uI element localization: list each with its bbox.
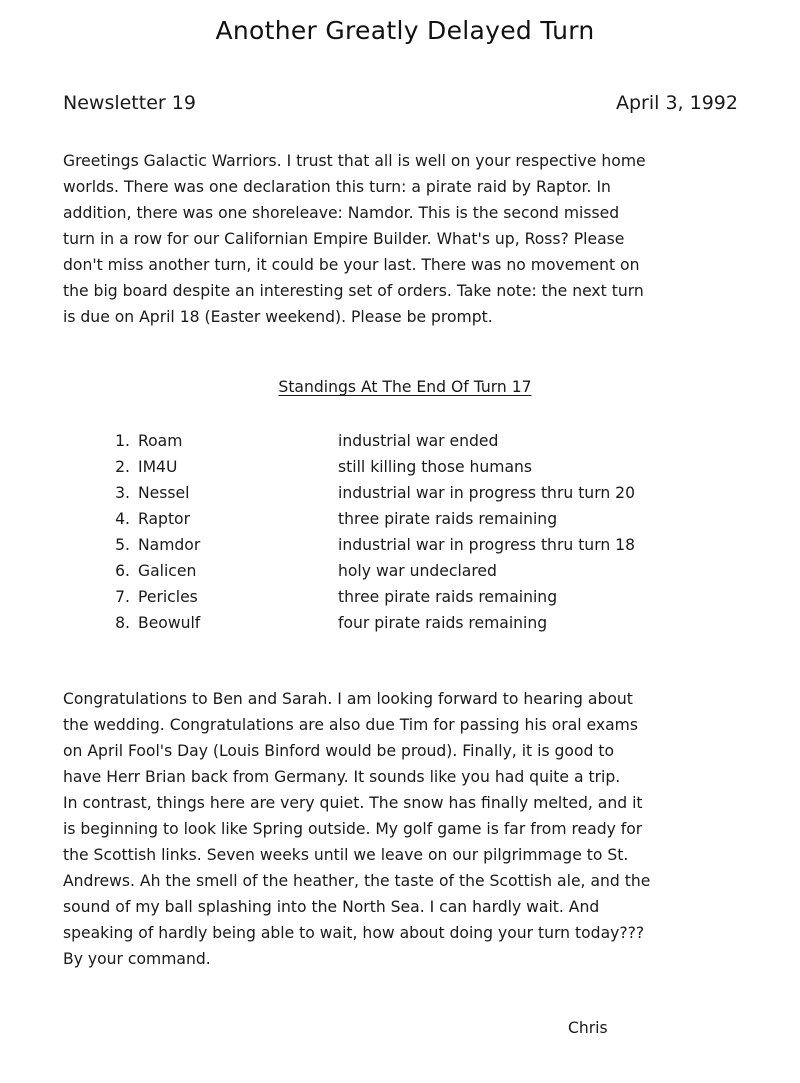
intro-line: is due on April 18 (Easter weekend). Please be prompt.	[63, 308, 493, 326]
standings-list	[104, 428, 724, 636]
closing-line: Andrews. Ah the smell of the heather, the taste of the Scottish ale, and the	[63, 872, 651, 890]
standings-status: still killing those humans	[338, 458, 533, 476]
standings-empire: Pericles	[138, 588, 198, 606]
closing-line: the wedding. Congratulations are also due Tim for passing his oral exams	[63, 716, 638, 734]
standings-row	[104, 480, 724, 506]
closing-line: is beginning to look like Spring outside. My golf game is far from ready for	[63, 820, 643, 838]
standings-row	[104, 610, 724, 636]
closing-line: By your command.	[63, 950, 211, 968]
standings-row	[104, 558, 724, 584]
standings-rank: 8.	[115, 614, 130, 632]
standings-empire: Nessel	[138, 484, 190, 502]
closing-line: Congratulations to Ben and Sarah. I am looking forward to hearing about	[63, 690, 633, 708]
closing-line: sound of my ball splashing into the North Sea. I can hardly wait. And	[63, 898, 600, 916]
standings-rank: 5.	[115, 536, 130, 554]
standings-status: holy war undeclared	[338, 562, 497, 580]
standings-status: three pirate raids remaining	[338, 588, 558, 606]
standings-row	[104, 532, 724, 558]
intro-line: worlds. There was one declaration this turn: a pirate raid by Raptor. In	[63, 178, 611, 196]
standings-empire: Roam	[138, 432, 183, 450]
intro-line: Greetings Galactic Warriors. I trust that all is well on your respective home	[63, 152, 646, 170]
standings-rank: 6.	[115, 562, 130, 580]
newsletter-date: April 3, 1992	[616, 92, 738, 114]
closing-line: on April Fool's Day (Louis Binford would be proud). Finally, it is good to	[63, 742, 615, 760]
closing-line: speaking of hardly being able to wait, how about doing your turn today???	[63, 924, 645, 942]
standings-rank: 2.	[115, 458, 130, 476]
closing-line: the Scottish links. Seven weeks until we leave on our pilgrimmage to St.	[63, 846, 629, 864]
standings-empire: Namdor	[138, 536, 201, 554]
standings-row	[104, 428, 724, 454]
standings-rank: 4.	[115, 510, 130, 528]
standings-title: Standings At The End Of Turn 17	[278, 378, 532, 396]
newsletter-number: Newsletter 19	[63, 92, 196, 114]
standings-row	[104, 454, 724, 480]
standings-status: industrial war ended	[338, 432, 499, 450]
standings-row	[104, 584, 724, 610]
intro-line: turn in a row for our Californian Empire Builder. What's up, Ross? Please	[63, 230, 625, 248]
standings-empire: Raptor	[138, 510, 191, 528]
standings-empire: IM4U	[138, 458, 178, 476]
intro-paragraph	[63, 148, 753, 330]
intro-line: addition, there was one shoreleave: Namdor. This is the second missed	[63, 204, 620, 222]
closing-paragraph	[63, 686, 753, 972]
closing-line: In contrast, things here are very quiet. The snow has finally melted, and it	[63, 794, 643, 812]
standings-status: industrial war in progress thru turn 18	[338, 536, 636, 554]
standings-rank: 3.	[115, 484, 130, 502]
standings-row	[104, 506, 724, 532]
standings-rank: 1.	[115, 432, 130, 450]
intro-line: don't miss another turn, it could be your last. There was no movement on	[63, 256, 640, 274]
standings-status: industrial war in progress thru turn 20	[338, 484, 636, 502]
page-title: Another Greatly Delayed Turn	[215, 16, 595, 45]
closing-line: have Herr Brian back from Germany. It sounds like you had quite a trip.	[63, 768, 621, 786]
standings-empire: Galicen	[138, 562, 197, 580]
standings-empire: Beowulf	[138, 614, 201, 632]
standings-status: four pirate raids remaining	[338, 614, 548, 632]
standings-status: three pirate raids remaining	[338, 510, 558, 528]
signature: Chris	[568, 1019, 608, 1037]
standings-rank: 7.	[115, 588, 130, 606]
intro-line: the big board despite an interesting set of orders. Take note: the next turn	[63, 282, 644, 300]
